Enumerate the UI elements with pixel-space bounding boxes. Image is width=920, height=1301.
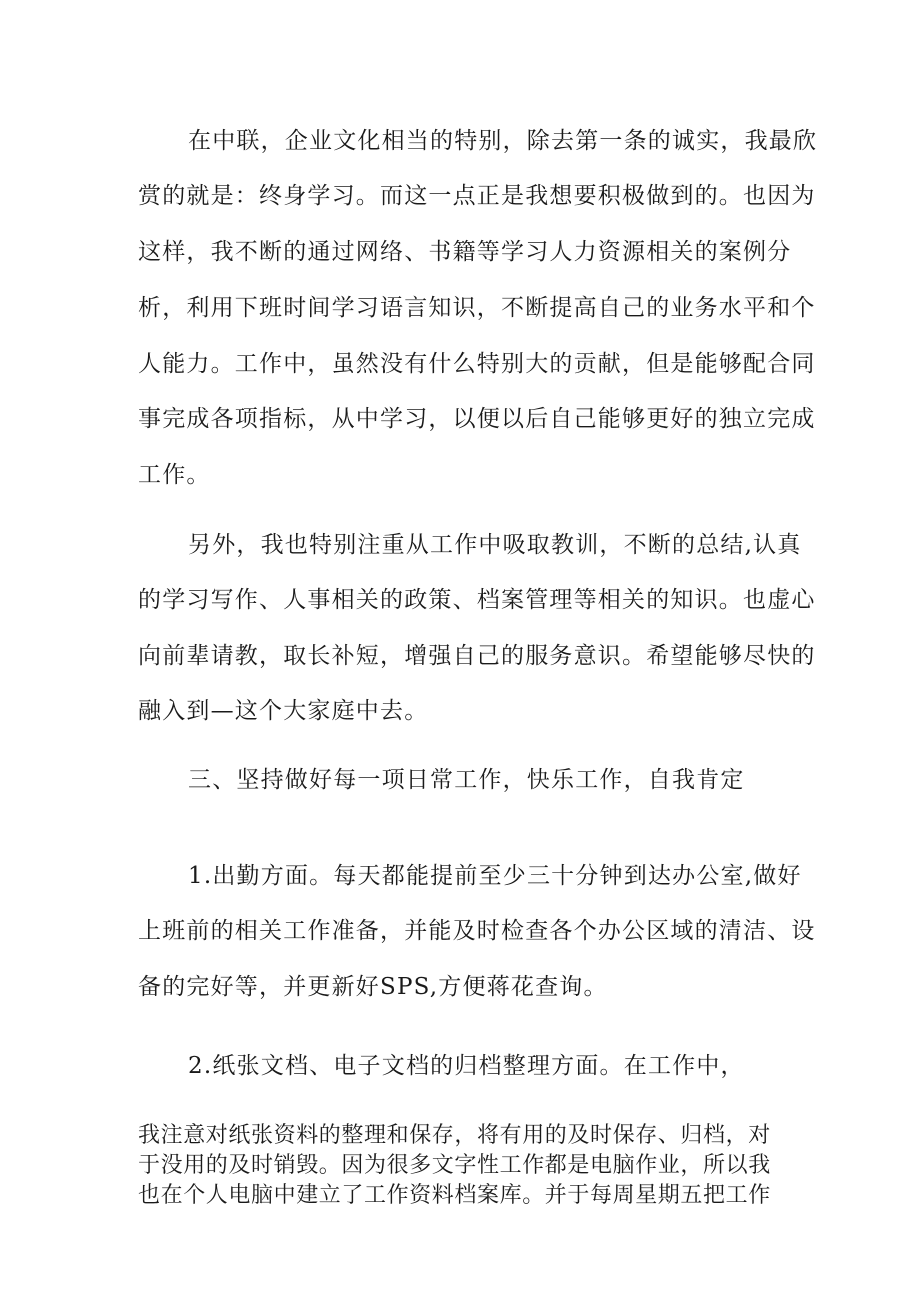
paragraph-1-line-7: 工作。 xyxy=(138,462,211,488)
paragraph-2-line-3: 向前辈请教，取长补短，增强自己的服务意识。希望能够尽快的 xyxy=(138,643,816,669)
paragraph-1-line-2: 赏的就是：终身学习。而这一点正是我想要积极做到的。也因为 xyxy=(138,183,816,209)
paragraph-1-line-4: 析，利用下班时间学习语言知识，不断提高自己的业务水平和个 xyxy=(138,295,816,321)
paragraph-2-line-1: 另外，我也特别注重从工作中吸取教训，不断的总结,认真 xyxy=(188,532,802,558)
paragraph-2-line-2: 的学习写作、人事相关的政策、档案管理等相关的知识。也虚心 xyxy=(138,587,816,613)
paragraph-4-line-4: 也在个人电脑中建立了工作资料档案库。并于每周星期五把工作 xyxy=(138,1183,771,1208)
paragraph-1-line-1: 在中联，企业文化相当的特别，除去第一条的诚实，我最欣 xyxy=(188,128,818,154)
paragraph-1-line-6: 事完成各项指标，从中学习，以便以后自己能够更好的独立完成 xyxy=(138,406,816,432)
paragraph-4-line-1: 2.纸张文档、电子文档的归档整理方面。在工作中， xyxy=(188,1053,745,1079)
paragraph-1-line-3: 这样，我不断的通过网络、书籍等学习人力资源相关的案例分 xyxy=(138,239,792,265)
paragraph-4-line-3: 于没用的及时销毁。因为很多文字性工作都是电脑作业，所以我 xyxy=(138,1153,771,1178)
paragraph-3-line-2: 上班前的相关工作准备，并能及时检查各个办公区域的清洁、设 xyxy=(138,918,816,944)
paragraph-2-line-4: 融入到—这个大家庭中去。 xyxy=(138,698,429,724)
paragraph-1-line-5: 人能力。工作中，虽然没有什么特别大的贡献，但是能够配合同 xyxy=(138,351,816,377)
paragraph-4-line-2: 我注意对纸张资料的整理和保存，将有用的及时保存、归档，对 xyxy=(138,1123,771,1148)
paragraph-3-line-1: 1.出勤方面。每天都能提前至少三十分钟到达办公室,做好 xyxy=(188,863,802,889)
paragraph-3-line-3: 备的完好等，并更新好SPS,方便蒋花查询。 xyxy=(138,974,608,1000)
section-heading: 三、坚持做好每一项日常工作，快乐工作，自我肯定 xyxy=(188,767,745,793)
